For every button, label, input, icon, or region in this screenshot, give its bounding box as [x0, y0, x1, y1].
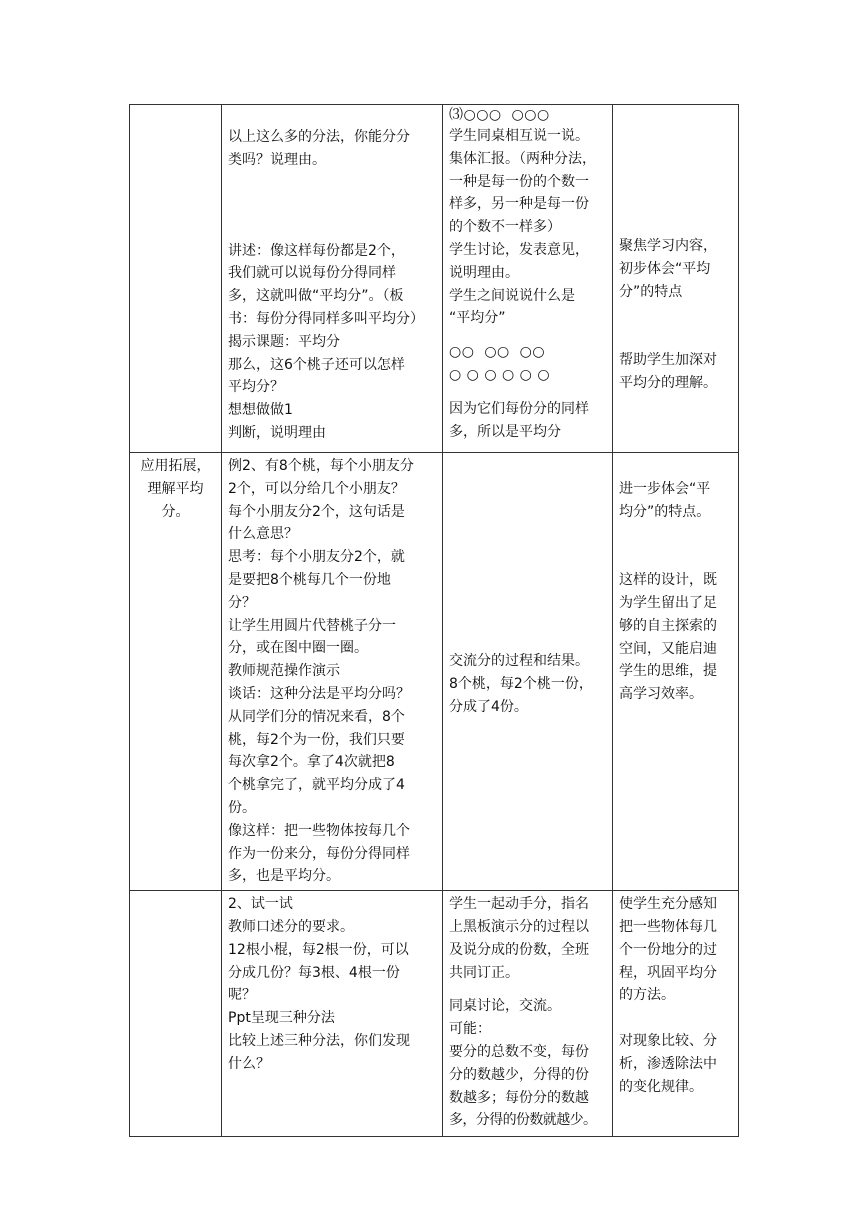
text-line: 份。: [228, 799, 256, 816]
student-activity-cell: [443, 891, 613, 1137]
text-line: 可能：: [449, 1021, 491, 1038]
text-line: 个桃拿完了，就平均分成了4: [228, 777, 405, 794]
table-row: [130, 453, 739, 891]
text-line: 数越多；每份分的数越: [449, 1089, 589, 1106]
text-line: 平均分的理解。: [619, 374, 717, 391]
design-intent-cell: [613, 453, 739, 891]
design-intent-cell: [613, 105, 739, 453]
teacher-activity-cell: [222, 891, 443, 1137]
text-line: 呢？: [228, 987, 256, 1004]
text-line: 分，或在图中圈一圈。: [228, 640, 368, 657]
text-line: 2个，可以分给几个小朋友？: [228, 480, 405, 497]
text-line: 的变化规律。: [619, 1078, 703, 1095]
text-line: 学生同桌相互说一说。: [449, 128, 589, 144]
teacher-activity-cell: [222, 105, 443, 453]
text-line: 这样的设计，既: [619, 572, 717, 589]
text-line: 要分的总数不变，每份: [449, 1043, 589, 1060]
stage-cell: [130, 105, 222, 453]
text-line: 分？: [228, 594, 256, 611]
text-line: 以上这么多的分法，你能分分: [228, 129, 410, 145]
text-line: 书：每份分得同样多叫平均分）: [228, 310, 424, 327]
text-line: 说明理由。: [449, 264, 519, 281]
lesson-plan-table: [129, 104, 739, 1137]
text-line: 判断，说明理由: [228, 424, 326, 441]
text-line: 为学生留出了足: [619, 594, 717, 611]
text-line: 的方法。: [619, 987, 675, 1004]
text-line: 每次拿2个。拿了4次就把8: [228, 754, 395, 771]
text-line: 分的数越少，分得的份: [449, 1066, 589, 1083]
text-line: 高学习效率。: [619, 686, 703, 703]
teacher-activity-cell: [222, 453, 443, 891]
text-line: 那么，这6个桃子还可以怎样: [228, 356, 405, 373]
text-line: ○○ ○○ ○○: [449, 344, 546, 361]
text-line: 分”的特点: [619, 283, 683, 300]
text-line: 学生一起动手分，指名: [449, 896, 589, 913]
text-line: 学生讨论，发表意见，: [449, 241, 589, 258]
text-line: 平均分？: [228, 379, 284, 396]
student-activity-cell: [443, 105, 613, 453]
text-line: 类吗？说理由。: [228, 151, 326, 168]
text-line: 思考：每个小朋友分2个，就: [228, 549, 405, 566]
text-line: 均分”的特点。: [619, 503, 711, 520]
stage-cell: [130, 891, 222, 1137]
text-line: 例2、有8个桃，每个小朋友分: [228, 458, 414, 474]
text-line: 想想做做1: [228, 402, 293, 419]
text-line: 讲述：像这样每份都是2个，: [228, 242, 405, 259]
text-line: 什么？: [228, 1055, 270, 1072]
text-line: 程，巩固平均分: [619, 964, 717, 981]
text-line: 个一份地分的过: [619, 941, 717, 958]
text-line: 我们就可以说每份分得同样: [228, 265, 396, 282]
stage-cell: [130, 453, 222, 891]
text-line: 作为一份来分，每份分得同样: [228, 845, 410, 862]
text-line: 什么意思？: [228, 526, 298, 543]
text-line: 学生的思维，提: [619, 663, 717, 680]
text-line: 样多，另一种是每一份: [449, 196, 589, 213]
text-line: 分成了4份。: [449, 698, 528, 715]
text-line: 进一步体会“平: [619, 481, 711, 497]
table-row: [130, 105, 739, 453]
design-intent-cell: [613, 891, 739, 1137]
text-line: 多，分得的份数就越少。: [449, 1112, 597, 1129]
text-line: 初步体会“平均: [619, 260, 711, 277]
text-line: 教师口述分的要求。: [228, 918, 354, 935]
text-line: 教师规范操作演示: [228, 663, 340, 680]
text-line: 多，也是平均分。: [228, 868, 340, 885]
text-line: 每个小朋友分2个，这句话是: [228, 503, 405, 520]
stage-label: 应用拓展，理解平均分。: [140, 458, 211, 520]
text-line: 上黑板演示分的过程以: [449, 918, 589, 935]
text-line: 析，渗透除法中: [619, 1055, 717, 1072]
text-line: 一种是每一份的个数一: [449, 173, 589, 190]
text-line: 从同学们分的情况来看，8个: [228, 708, 405, 725]
text-line: 像这样：把一些物体按每几个: [228, 822, 410, 839]
text-line: 让学生用圆片代替桃子分一: [228, 617, 396, 634]
text-line: 对现象比较、分: [619, 1032, 717, 1049]
text-line: “平均分”: [449, 310, 506, 327]
text-line: 帮助学生加深对: [619, 351, 717, 368]
text-line: 共同订正。: [449, 964, 519, 981]
text-line: 是要把8个桃每几个一份地: [228, 571, 391, 588]
text-line: 够的自主探索的: [619, 617, 717, 634]
text-line: 比较上述三种分法，你们发现: [228, 1032, 410, 1049]
student-activity-cell: [443, 453, 613, 891]
text-line: 把一些物体每几: [619, 918, 717, 935]
text-line: 多，这就叫做“平均分”。（板: [228, 288, 404, 305]
text-line: 12根小棍，每2根一份，可以: [228, 941, 409, 958]
text-line: 多，所以是平均分: [449, 423, 561, 440]
text-line: 揭示课题：平均分: [228, 333, 340, 350]
text-line: 分成几份？每3根、4根一份: [228, 964, 400, 981]
text-line: 集体汇报。（两种分法，: [449, 150, 596, 167]
text-line: 使学生充分感知: [619, 896, 717, 913]
text-line: 谈话：这种分法是平均分吗？: [228, 685, 410, 702]
text-line: 2、试一试: [228, 896, 293, 913]
text-line: 及说分成的份数，全班: [449, 941, 589, 958]
text-line: 交流分的过程和结果。: [449, 653, 589, 669]
text-line: 学生之间说说什么是: [449, 287, 575, 304]
text-line: Ppt呈现三种分法: [228, 1010, 335, 1027]
text-line: 同桌讨论，交流。: [449, 998, 561, 1015]
text-line: 因为它们每份分的同样: [449, 400, 589, 417]
text-line: 的个数不一样多）: [449, 219, 561, 236]
text-line: 聚焦学习内容，: [619, 238, 717, 254]
text-line: ○ ○ ○ ○ ○ ○: [449, 366, 551, 383]
text-line: 桃，每2个为一份，我们只要: [228, 731, 405, 748]
table-row: [130, 891, 739, 1137]
text-line: 8个桃，每2个桃一份，: [449, 675, 593, 692]
text-line: 空间，又能启迪: [619, 640, 717, 657]
text-line: ⑶○○○ ○○○: [449, 107, 550, 123]
